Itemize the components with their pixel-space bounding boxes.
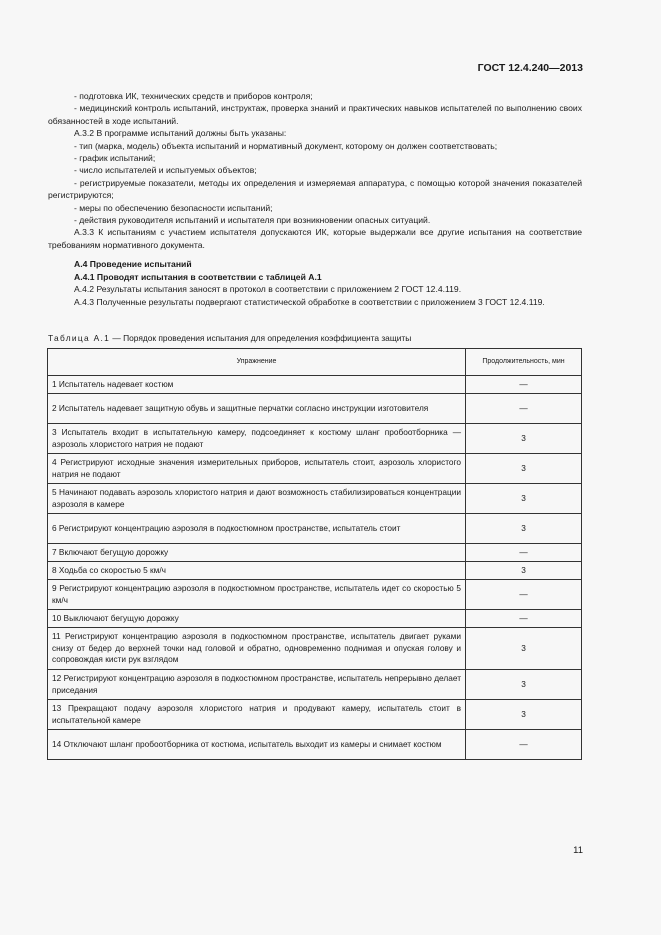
table-row <box>48 628 582 670</box>
duration-cell: 3 <box>466 628 582 670</box>
clause-heading: А.4.1 Проводят испытания в соответствии с таблицей А.1 <box>74 271 322 282</box>
table-row <box>48 562 582 580</box>
table-row <box>48 394 582 424</box>
list-item: - регистрируемые показатели, методы их определения и измеряемая аппаратура, с помощью которой значения показателей регистрируются; <box>48 177 582 201</box>
table-row <box>48 544 582 562</box>
table-row <box>48 484 582 514</box>
step-cell: 5 Начинают подавать аэрозоль хлористого натрия и дают возможность стабилизироваться концентрации аэрозоля в камере <box>48 484 466 514</box>
table-row <box>48 454 582 484</box>
step-cell: 2 Испытатель надевает защитную обувь и защитные перчатки согласно инструкции изготовителя <box>48 394 466 424</box>
duration-cell: — <box>466 544 582 562</box>
step-cell: 14 Отключают шланг пробоотборника от костюма, испытатель выходит из камеры и снимает костюм <box>48 730 466 760</box>
table-row <box>48 610 582 628</box>
duration-cell: 3 <box>466 424 582 454</box>
step-cell: 12 Регистрируют концентрацию аэрозоля в подкостюмном пространстве, испытатель непрерывно делает приседания <box>48 670 466 700</box>
duration-cell: — <box>466 730 582 760</box>
step-cell: 1 Испытатель надевает костюм <box>48 376 466 394</box>
table-row <box>48 670 582 700</box>
column-header-exercise: Упражнение <box>48 349 466 376</box>
duration-cell: — <box>466 394 582 424</box>
table-caption-text: — Порядок проведения испытания для определения коэффициента защиты <box>110 333 412 343</box>
section-heading: А.4 Проведение испытаний <box>74 259 192 270</box>
step-cell: 13 Прекращают подачу аэрозоля хлористого натрия и продувают камеру, испытатель стоит в испытательной камере <box>48 700 466 730</box>
table-row <box>48 580 582 610</box>
list-item: - подготовка ИК, технических средств и приборов контроля; <box>74 91 313 101</box>
clause-a-4-2: А.4.2 Результаты испытания заносят в протокол в соответствии с приложением 2 ГОСТ 12.4.119. <box>74 284 462 295</box>
clause-a-3-2: А.3.2 В программе испытаний должны быть указаны: <box>74 128 287 139</box>
table-row <box>48 376 582 394</box>
step-cell: 10 Выключают бегущую дорожку <box>48 610 466 628</box>
step-cell: 4 Регистрируют исходные значения измерительных приборов, испытатель стоит, аэрозоль хлористого натрия не подают <box>48 454 466 484</box>
table-row <box>48 700 582 730</box>
table-row <box>48 424 582 454</box>
document-header: ГОСТ 12.4.240—2013 <box>477 62 583 74</box>
step-cell: 8 Ходьба со скоростью 5 км/ч <box>48 562 466 580</box>
table-caption <box>48 333 411 343</box>
step-cell: 11 Регистрируют концентрацию аэрозоля в подкостюмном пространстве, испытатель двигает руками снизу от бедер до верхней точки над головой и обратно, одновременно поднимая и опуская голову и сопровождая кисти рук взглядом <box>48 628 466 670</box>
procedure-table <box>47 348 582 760</box>
duration-cell: 3 <box>466 700 582 730</box>
page-number: 11 <box>573 845 583 856</box>
duration-cell: 3 <box>466 514 582 544</box>
duration-cell: 3 <box>466 454 582 484</box>
table-header-row <box>48 349 582 376</box>
column-header-duration: Продолжительность, мин <box>466 349 582 376</box>
duration-cell: — <box>466 580 582 610</box>
step-cell: 6 Регистрируют концентрацию аэрозоля в подкостюмном пространстве, испытатель стоит <box>48 514 466 544</box>
duration-cell: 3 <box>466 670 582 700</box>
table-row <box>48 514 582 544</box>
list-item: - меры по обеспечению безопасности испытаний; <box>74 202 273 213</box>
table-caption-label: Таблица А.1 <box>48 333 111 343</box>
clause-a-3-3: А.3.3 К испытаниям с участием испытателя допускаются ИК, которые выдержали все другие испытания на соответствие требованиям нормативного документа. <box>48 227 582 250</box>
list-item: - число испытателей и испытуемых объектов; <box>74 165 257 176</box>
duration-cell: — <box>466 376 582 394</box>
duration-cell: — <box>466 610 582 628</box>
table-row <box>48 730 582 760</box>
list-item: - график испытаний; <box>74 153 156 164</box>
list-item: - тип (марка, модель) объекта испытаний и нормативный документ, которому он должен соответствовать; <box>74 140 498 151</box>
list-item: - действия руководителя испытаний и испытателя при возникновении опасных ситуаций. <box>74 215 431 226</box>
body-text <box>48 90 582 308</box>
list-item: - медицинский контроль испытаний, инструктаж, проверка знаний и практических навыков испытателей по выполнению своих обязанностей в ходе испытаний. <box>48 103 582 126</box>
step-cell: 3 Испытатель входит в испытательную камеру, подсоединяет к костюму шланг пробоотборника — аэрозоль хлористого натрия не подают <box>48 424 466 454</box>
duration-cell: 3 <box>466 484 582 514</box>
duration-cell: 3 <box>466 562 582 580</box>
step-cell: 7 Включают бегущую дорожку <box>48 544 466 562</box>
clause-a-4-3: А.4.3 Полученные результаты подвергают статистической обработке в соответствии с приложением 3 ГОСТ 12.4.119. <box>74 296 545 307</box>
step-cell: 9 Регистрируют концентрацию аэрозоля в подкостюмном пространстве, испытатель идет со скоростью 5 км/ч <box>48 580 466 610</box>
